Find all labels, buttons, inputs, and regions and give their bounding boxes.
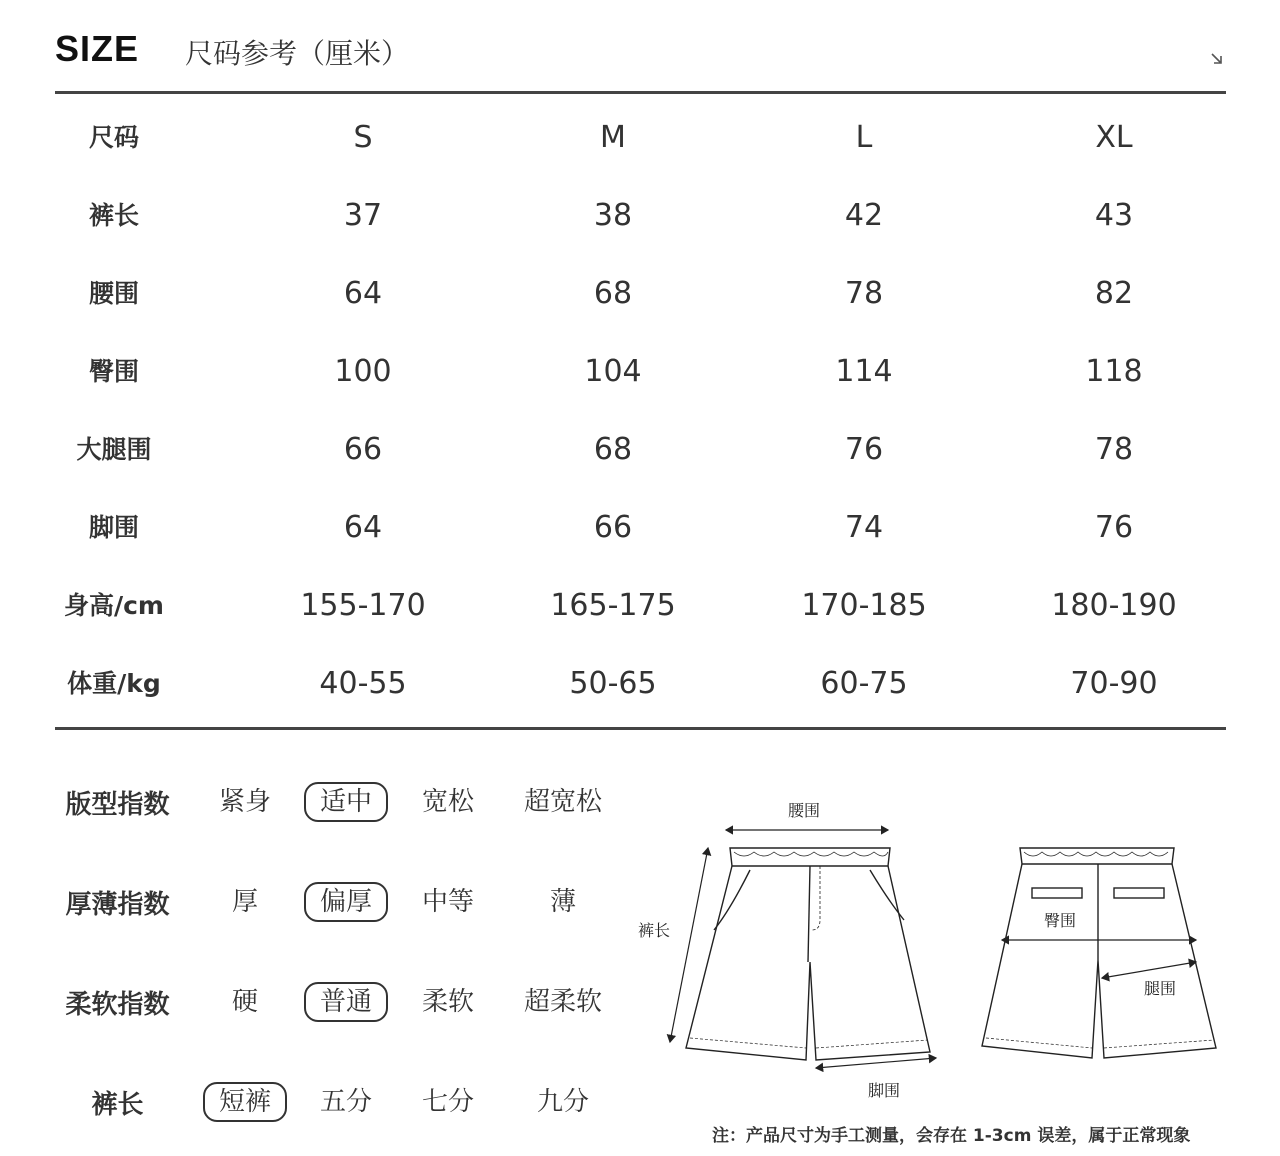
table-cell: 70-90 <box>1070 666 1158 701</box>
hip-label: 臀围 <box>1044 911 1077 930</box>
table-cell: 104 <box>584 354 642 389</box>
index-option-selected: 偏厚 <box>304 882 388 922</box>
index-option: 七分 <box>421 1087 474 1117</box>
row-label: 大腿围 <box>76 435 152 464</box>
row-label: 脚围 <box>88 513 139 542</box>
index-option: 超宽松 <box>523 787 602 817</box>
row-label: 身高/cm <box>63 591 164 620</box>
row-label: 裤长 <box>88 201 139 230</box>
table-cell: 42 <box>844 198 884 233</box>
index-option: 五分 <box>319 1087 372 1117</box>
table-cell: 118 <box>1085 354 1143 389</box>
index-label: 厚薄指数 <box>65 890 170 920</box>
table-header-row <box>55 118 1226 158</box>
table-row <box>55 274 1226 314</box>
top-divider <box>55 91 1226 94</box>
table-cell: 64 <box>343 510 383 545</box>
index-option: 超柔软 <box>523 987 602 1017</box>
table-cell: 43 <box>1094 198 1134 233</box>
table-cell: 68 <box>593 276 633 311</box>
index-option-selected: 短裤 <box>203 1082 287 1122</box>
index-option: 薄 <box>549 887 576 917</box>
index-option-selected: 普通 <box>304 982 388 1022</box>
hem-arrow <box>816 1058 936 1068</box>
index-option: 中等 <box>421 887 474 917</box>
fit-index-row <box>55 784 635 824</box>
index-option: 九分 <box>536 1087 589 1117</box>
index-label: 版型指数 <box>65 790 170 820</box>
table-row <box>55 430 1226 470</box>
bottom-divider <box>55 727 1226 730</box>
table-row <box>55 508 1226 548</box>
thickness-index-row <box>55 884 635 924</box>
table-cell: 114 <box>835 354 893 389</box>
length-label: 裤长 <box>638 921 671 940</box>
index-option: 宽松 <box>421 787 474 817</box>
index-option: 柔软 <box>421 987 474 1017</box>
table-cell: 165-175 <box>550 588 676 623</box>
table-cell: 76 <box>844 432 884 467</box>
table-cell: 37 <box>343 198 383 233</box>
table-cell: 66 <box>593 510 633 545</box>
table-row <box>55 586 1226 626</box>
shorts-measurement-diagram <box>630 790 1250 1110</box>
table-cell: 74 <box>844 510 884 545</box>
index-option: 厚 <box>231 887 258 917</box>
table-cell: 68 <box>593 432 633 467</box>
index-label: 裤长 <box>91 1090 144 1120</box>
table-cell: 78 <box>844 276 884 311</box>
index-option: 紧身 <box>218 787 271 817</box>
table-cell: 76 <box>1094 510 1134 545</box>
hem-label: 脚围 <box>868 1081 901 1100</box>
header-size-xl: XL <box>1095 120 1133 155</box>
front-shorts-illustration <box>686 848 930 1060</box>
thigh-arrow <box>1102 962 1196 978</box>
row-label: 体重/kg <box>67 669 161 698</box>
header-size-l: L <box>855 120 873 155</box>
header <box>55 28 1226 72</box>
header-size-s: S <box>353 120 373 155</box>
back-shorts-illustration <box>982 848 1216 1058</box>
table-row <box>55 196 1226 236</box>
table-cell: 60-75 <box>820 666 908 701</box>
size-reference-subtitle: 尺码参考（厘米） <box>185 37 410 70</box>
table-cell: 38 <box>593 198 633 233</box>
size-title: SIZE <box>55 28 140 69</box>
table-cell: 180-190 <box>1051 588 1177 623</box>
header-size-m: M <box>600 120 626 155</box>
measurement-note: 注：产品尺寸为手工测量，会存在 1-3cm 误差，属于正常现象 <box>712 1126 1191 1146</box>
thigh-label: 腿围 <box>1144 979 1177 998</box>
table-cell: 50-65 <box>569 666 657 701</box>
length-index-row <box>55 1084 635 1124</box>
waist-label: 腰围 <box>788 801 821 820</box>
table-cell: 100 <box>334 354 392 389</box>
table-cell: 155-170 <box>300 588 426 623</box>
arrow-down-right-icon <box>1208 50 1226 68</box>
table-cell: 78 <box>1094 432 1134 467</box>
table-cell: 66 <box>343 432 383 467</box>
table-row <box>55 352 1226 392</box>
table-cell: 40-55 <box>319 666 407 701</box>
table-cell: 82 <box>1094 276 1134 311</box>
header-label: 尺码 <box>88 123 139 152</box>
table-row <box>55 664 1226 704</box>
table-cell: 170-185 <box>801 588 927 623</box>
index-option: 硬 <box>231 987 258 1017</box>
index-option-selected: 适中 <box>304 782 388 822</box>
row-label: 臀围 <box>88 357 139 386</box>
length-arrow <box>670 848 708 1042</box>
row-label: 腰围 <box>88 279 139 308</box>
index-label: 柔软指数 <box>65 990 170 1020</box>
softness-index-row <box>55 984 635 1024</box>
table-cell: 64 <box>343 276 383 311</box>
